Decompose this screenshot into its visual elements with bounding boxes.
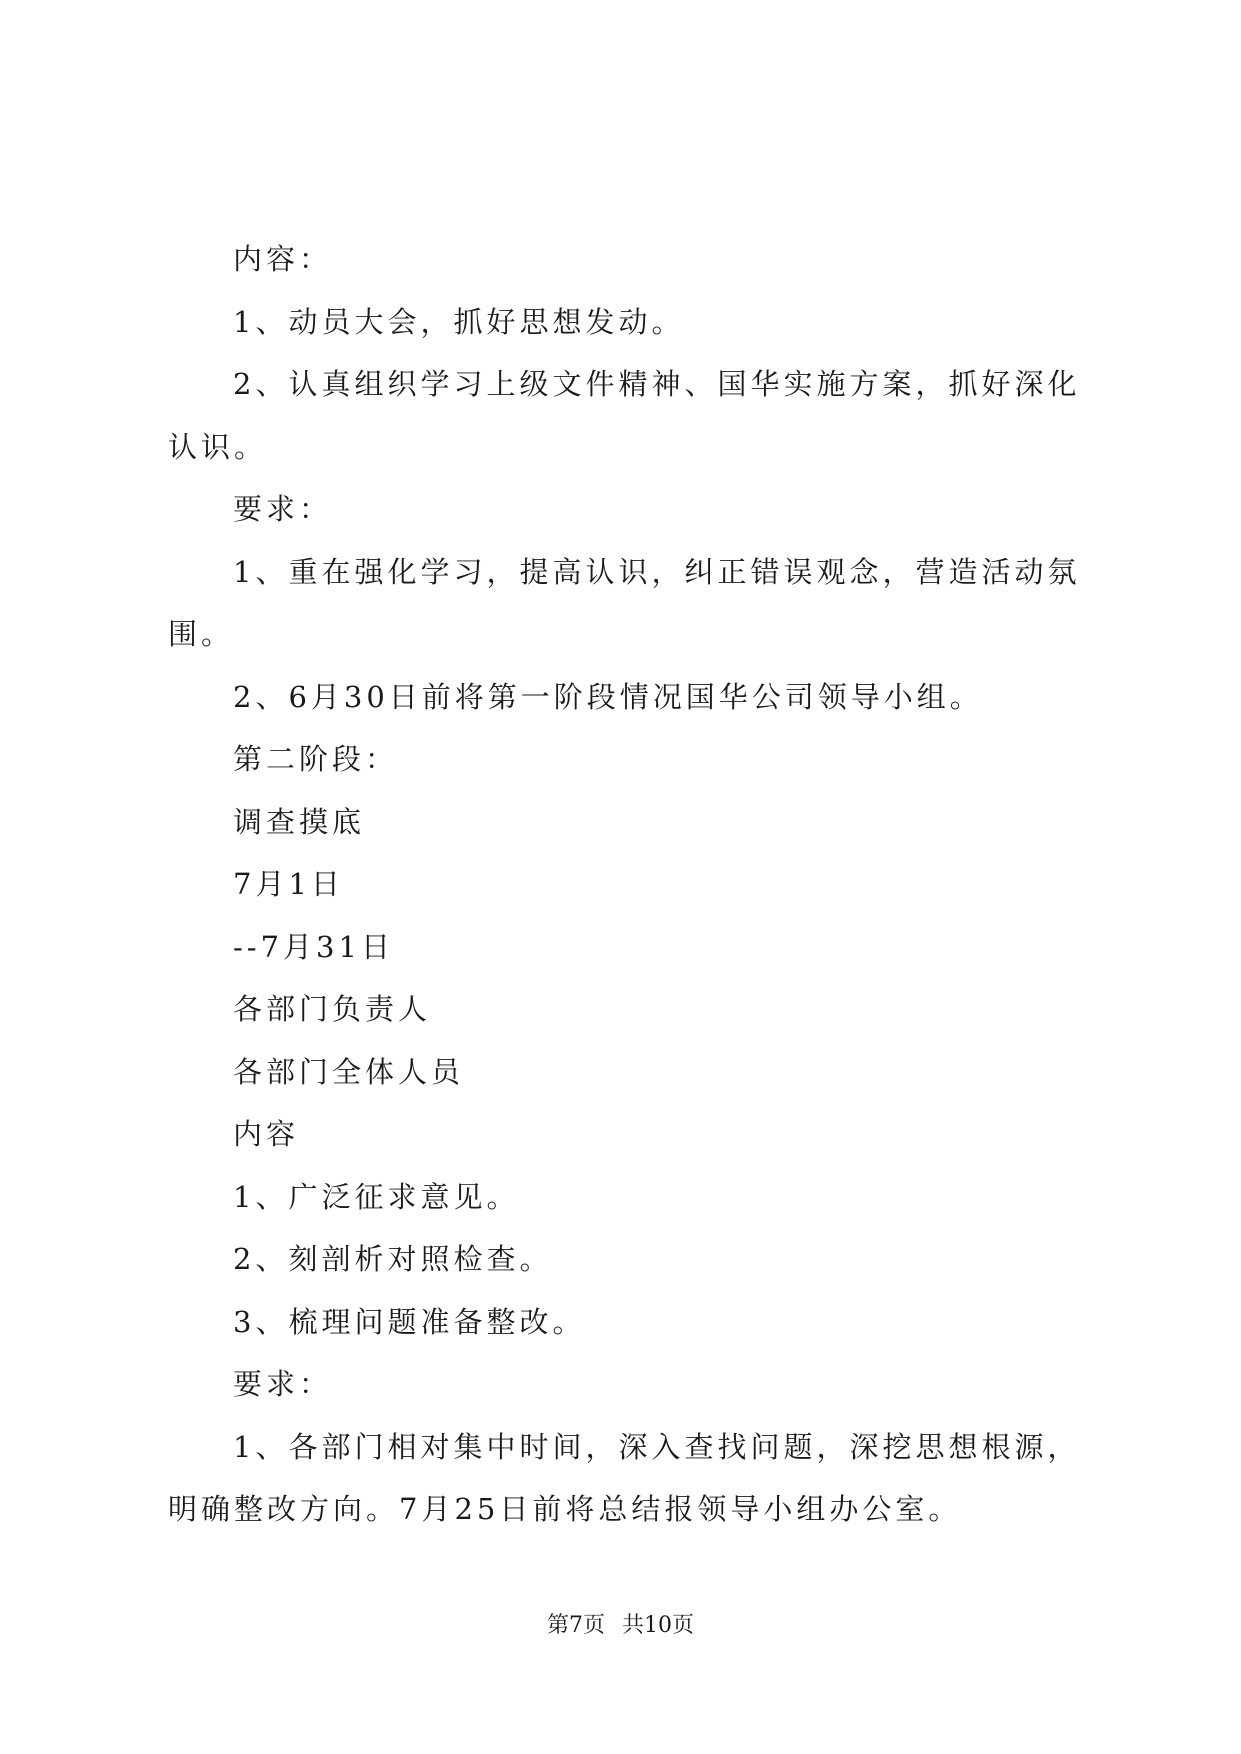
paragraph-content-heading: 内容： xyxy=(233,242,333,276)
paragraph-start-date: 7月1日 xyxy=(233,867,344,901)
paragraph-item: 2、刻剖析对照检查。 xyxy=(233,1242,553,1276)
page-footer: 第7页 共10页 xyxy=(547,1613,694,1638)
paragraph-end-date: --7月31日 xyxy=(233,929,394,964)
paragraph-content-heading: 内容 xyxy=(233,1117,300,1151)
paragraph-requirements-heading: 要求： xyxy=(233,492,333,526)
paragraph-item: 2、认真组织学习上级文件精神、国华实施方案，抓好深化认识。 xyxy=(168,367,1081,464)
paragraph-item: 1、广泛征求意见。 xyxy=(233,1179,520,1214)
paragraph-item: 1、动员大会，抓好思想发动。 xyxy=(233,304,685,339)
paragraph-item: 1、重在强化学习，提高认识，纠正错误观念，营造活动氛围。 xyxy=(168,554,1081,651)
document-body xyxy=(168,228,1088,1541)
paragraph-item: 2、6月30日前将第一阶段情况国华公司领导小组。 xyxy=(233,679,983,714)
paragraph-requirements-heading: 要求： xyxy=(233,1367,333,1401)
paragraph-item: 1、各部门相对集中时间，深入查找问题，深挖思想根源，明确整改方向。7月25日前将总结报领导小组办公室。 xyxy=(168,1429,1081,1526)
paragraph-item: 3、梳理问题准备整改。 xyxy=(233,1304,586,1339)
paragraph-stage-heading: 第二阶段： xyxy=(233,742,399,776)
paragraph-participants: 各部门全体人员 xyxy=(233,1054,465,1089)
paragraph-stage-title: 调查摸底 xyxy=(233,804,366,839)
paragraph-responsible: 各部门负责人 xyxy=(233,992,432,1026)
